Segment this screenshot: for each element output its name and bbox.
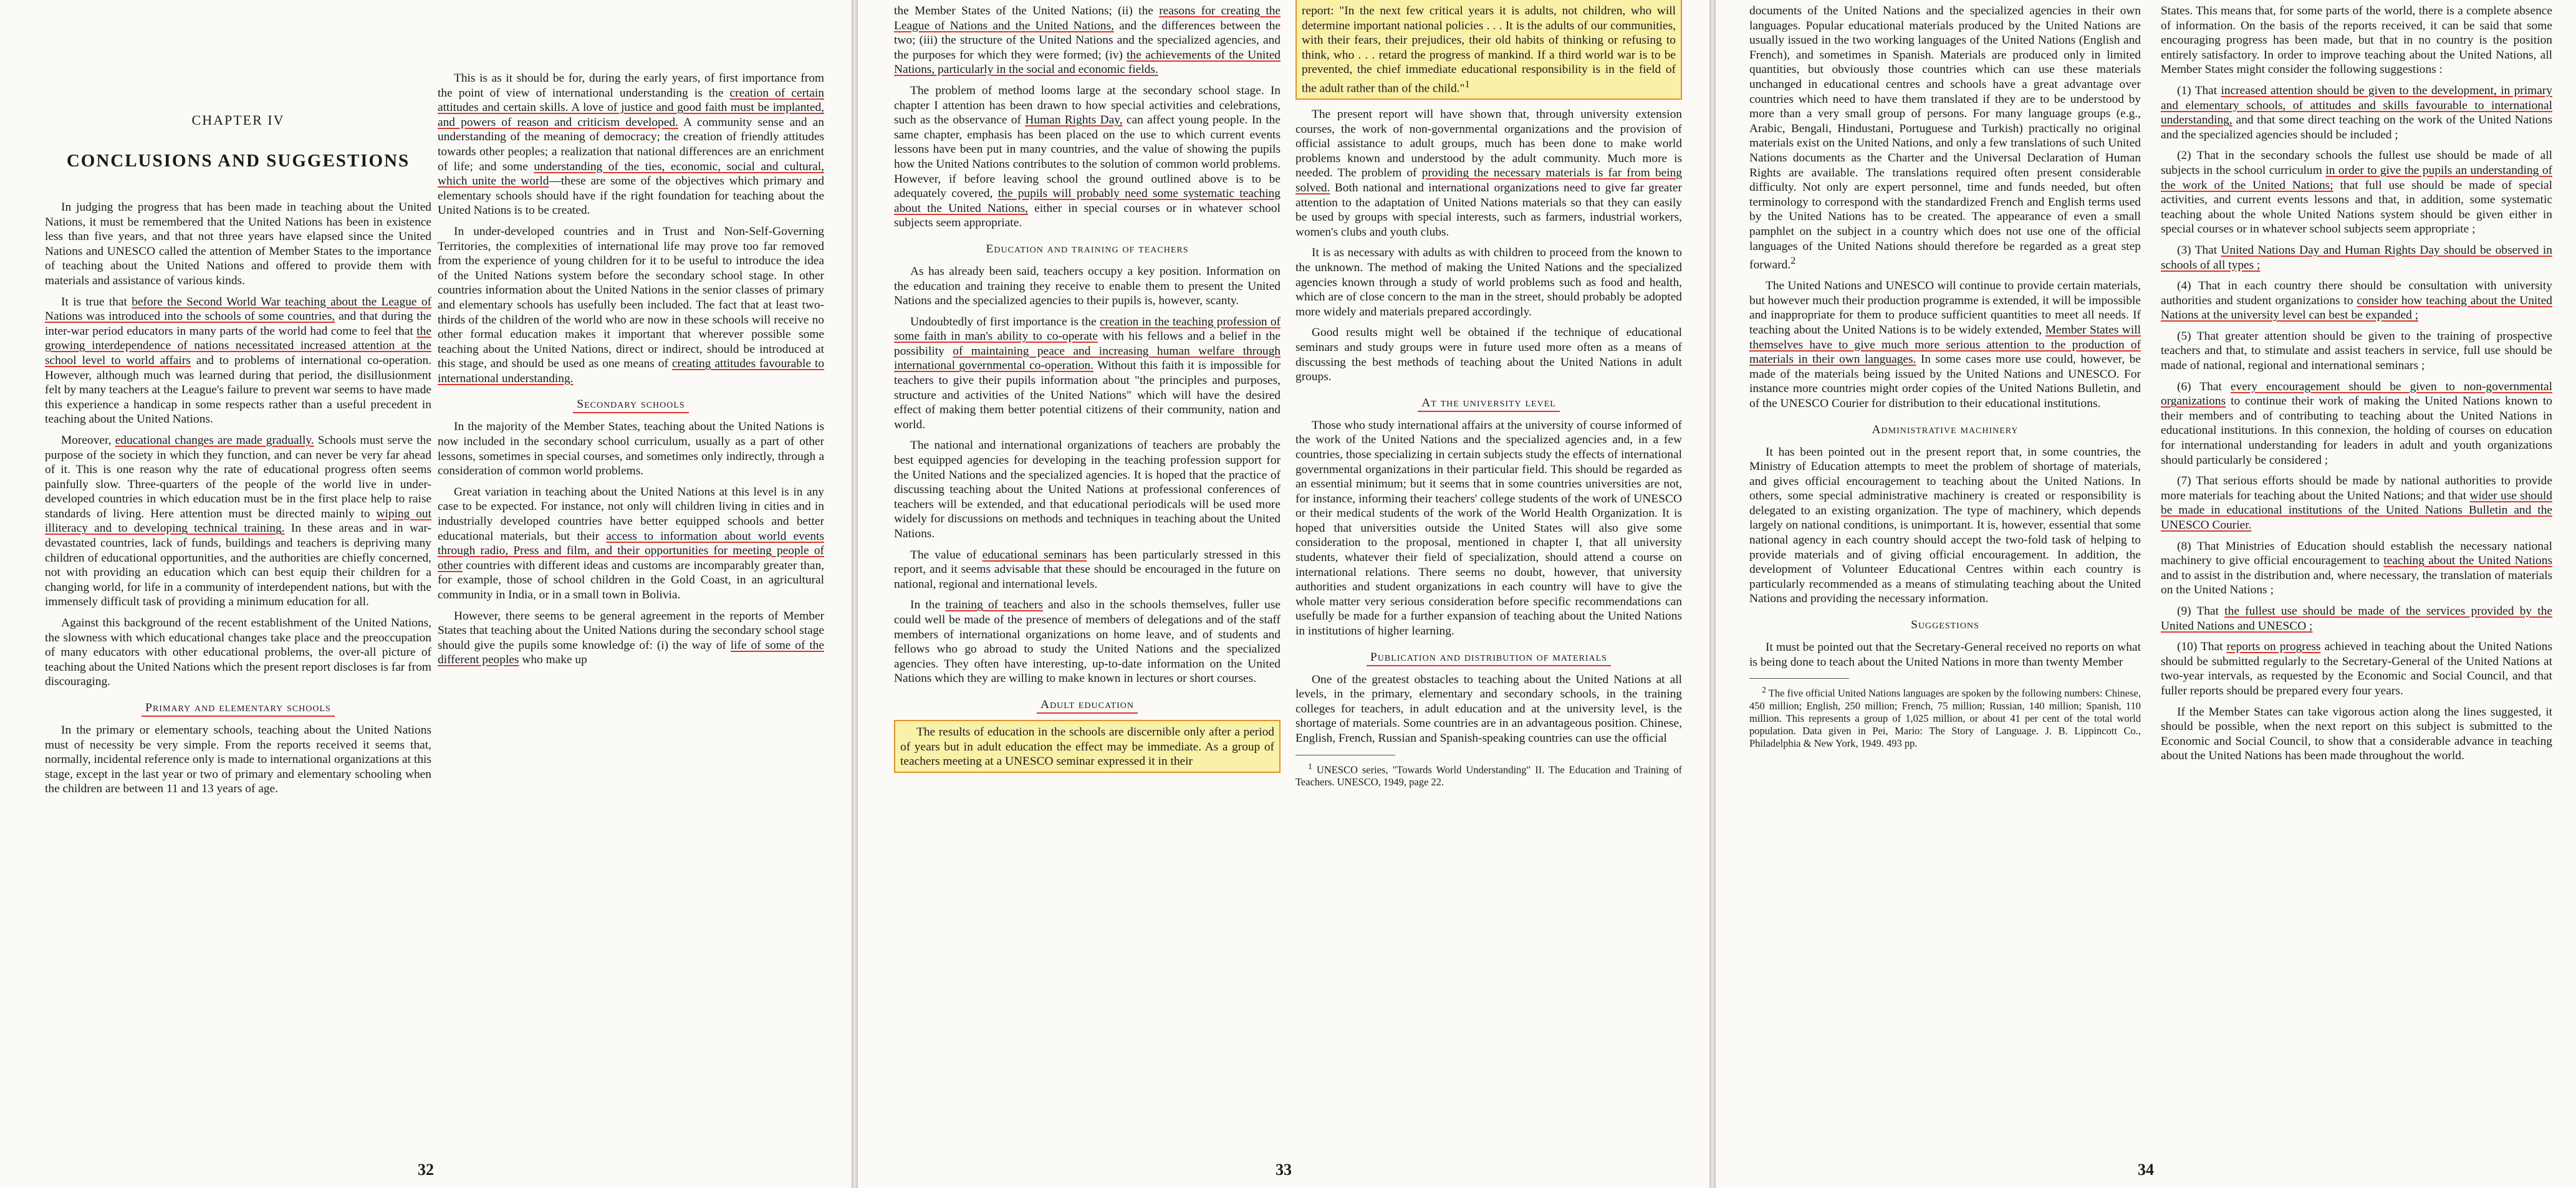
paragraph: The value of educational seminars has been particularly stressed in this report, and it seems advisable that these should be encouraged in the future on national, regional and international levels. — [894, 548, 1281, 591]
underlined-text: creation in the teaching profession of some faith in man's ability to co-operate — [894, 315, 1281, 343]
paragraph: It is true that before the Second World War teaching about the League of Nations was introduced into the schools of some countries, and that during the inter-war period educators in many parts of the world had come to feel that the growing interdependence of nations necessitated increased attention at the school level to world affairs and to problems of international co-operation. However, although much was learned during that period, the disillusionment felt by many teachers at the League's failure to prevent war seems to have made this experience a handicap in some respects rather than a useful precedent in teaching about the United Nations. — [45, 295, 431, 426]
underlined-text: understanding of the ties, economic, social and cultural, which unite the world — [438, 160, 824, 188]
paragraph: One of the greatest obstacles to teaching about the United Nations at all levels, in the primary, elementary and secondary schools, in the training colleges for teachers, in adult education and at the university level, is the shortage of materials. Some countries are in an advantageous position. Chinese, English, French, Russian and Spanish-speaking countries can use the official — [1295, 673, 1682, 745]
page-32-left-column — [45, 25, 431, 803]
suggestion-3: (3) That United Nations Day and Human Rights Day should be observed in schools of all types ; — [2161, 243, 2552, 272]
suggestion-5: (5) That greater attention should be given to the training of prospective teachers and that, to stimulate and assist teachers in service, full use should be made of national, regional and international seminars ; — [2161, 329, 2552, 373]
suggestion-4: (4) That in each country there should be consultation with university authorities and student organizations to consider how teaching about the United Nations at the university level can best be expanded ; — [2161, 279, 2552, 322]
page-gutter — [852, 0, 858, 1188]
paragraph: It is as necessary with adults as with children to proceed from the known to the unknown. The method of making the United Nations and the specialized agencies known through a study of world problems such as food and health, which are of close concern to the man in the street, should probably be adopted more widely and materials prepared accordingly. — [1295, 246, 1682, 319]
highlighted-passage — [894, 720, 1281, 773]
suggestion-10: (10) That reports on progress achieved in teaching about the United Nations should be submitted regularly to the Secretary-General of the United Nations at two-year intervals, as requested by the Economic and Social Council, and that fuller reports should be prepared every four years. — [2161, 640, 2552, 697]
section-heading-publication: Publication and distribution of materials — [1295, 650, 1682, 665]
suggestion-2: (2) That in the secondary schools the fullest use should be made of all subjects in the school curriculum in order to give the pupils an understanding of the work of the United Nations; that full use should be made of special activities, and current events lessons and that, in addition, some systematic teaching about the whole United Nations system should be given either in special courses or in whatever school subjects seem appropriate ; — [2161, 149, 2552, 236]
chapter-title: CONCLUSIONS AND SUGGESTIONS — [66, 151, 410, 171]
paragraph: The national and international organizations of teachers are probably the best equipped agencies for developing in the teaching profession support for the United Nations and the specialized agencies. It is hoped that the practice of discussing teaching about the United Nations at professional conferences of teachers will be extended, and that educational periodicals will be used more widely for discussions on methods and techniques in teaching about the United Nations. — [894, 439, 1281, 540]
page-32 — [0, 0, 852, 1188]
chapter-label: CHAPTER IV — [191, 112, 285, 128]
page-number: 33 — [1276, 1161, 1292, 1179]
paragraph: Great variation in teaching about the United Nations at this level is in any case to be expected. For instance, not only will children living in cities and in industrially developed countries have better equipped schools and better educational materials, but their access to information about world events through radio, Press and film, and their opportunities for meeting people of other countries with different ideas and customs are incomparably greater than, for example, those of school children in the Gold Coast, in an agricultural community in India, or in a small town in Bolivia. — [438, 485, 824, 601]
paragraph: In under-developed countries and in Trust and Non-Self-Governing Territories, the complexities of international life may prove too far removed from the experience of young children for it to be useful to introduce the idea of the United Nations system before the secondary school stage. In other countries information about the United Nations in the senior classes of primary and elementary schools has usefully been included. The fact that at least two-thirds of the children of the world who are now in these schools will receive no other formal education makes it important that wherever possible some teaching about the United Nations, direct or indirect, should be introduced at this stage, and should be used as one means of creating attitudes favourable to international understanding. — [438, 224, 825, 385]
section-heading-university: At the university level — [1295, 396, 1682, 411]
suggestion-6: (6) That every encouragement should be given to non-governmental organizations to continue their work of making the United Nations known to their members and of contributing to teaching about the United Nations in educational institutions. In this connexion, the holding of courses on education for international understanding for leaders in adult and youth organizations should particularly be considered ; — [2161, 380, 2552, 467]
underlined-text: before the Second World War teaching about the League of Nations was introduced into the schools of some countries, — [45, 295, 431, 323]
paragraph: It has been pointed out in the present report that, in some countries, the Ministry of Education attempts to meet the problem of shortage of materials, and gives official encouragement to teaching about the United Nations. In others, some special administrative machinery is created or responsibility is delegated to an existing organization. The type of machinery, which depends largely on national conditions, is unimportant. It is, however, essential that some national agency in each country should accept the two-fold task of helping to provide materials and of giving official encouragement. In addition, the development of Volunteer Educational Centres within each country is particularly recommended as a means of stimulating teaching about the United Nations and providing the necessary information. — [1749, 445, 2141, 606]
page-32-right-column — [438, 25, 824, 803]
page-gutter — [1709, 0, 1716, 1188]
highlighted-passage — [1295, 0, 1682, 100]
footnote: $^2$ The five official United Nations languages are spoken by the following numbers: Chinese, 450 million; English, 250 million; French, 75 million; Russian, 140 million; Spanish, 110 million. This represents a group of 1,025 million, or about 41 per cent of the total world population. Data given in Pei, Mario: The Story of Language. J. B. Lippincott Co., Philadelphia & New York, 1949. 493 pp. — [1749, 685, 2141, 749]
paragraph: Undoubtedly of first importance is the creation in the teaching profession of some faith in man's ability to co-operate with his fellows and a belief in the possibility of maintaining peace and increasing human welfare through international governmental co-operation. Without this faith it is impossible for teachers to give their pupils information about "the principles and purposes, structure and activities of the United Nations" which will have the desired effect of making them better potential citizens of their community, nation and world. — [894, 315, 1281, 431]
underlined-text: the achievements of the United Nations, particularly in the social and economic fields. — [894, 48, 1281, 77]
underlined-text: in order to give the pupils an understanding of the work of the United Nations; — [2161, 163, 2552, 192]
underlined-text: of maintaining peace and increasing human welfare through international governmental co-operation. — [894, 344, 1281, 373]
underlined-text: access to information about world events through radio, Press and film, and their opportunities for meeting people of other — [438, 529, 824, 572]
paragraph: As has already been said, teachers occupy a key position. Information on the education and training they receive to enable them to present the United Nations and the specialized agencies to their pupils is, however, scanty. — [894, 264, 1281, 308]
page-33-right-column — [1295, 0, 1682, 793]
section-heading-primary: Primary and elementary schools — [45, 701, 431, 716]
paragraph: the Member States of the United Nations; (ii) the reasons for creating the League of Nations and the United Nations, and the differences between the two; (iii) the structure of the United Nations and the specialized agencies, and the purposes for which they were formed; (iv) the achievements of the United Nations, particularly in the social and economic fields. — [894, 4, 1281, 77]
paragraph: In the majority of the Member States, teaching about the United Nations is now included in the secondary school curriculum, usually as a part of other lessons, sometimes in special courses, and sometimes only indirectly, through a consideration of common world problems. — [438, 420, 824, 478]
underlined-text: every encouragement should be given to non-governmental organizations — [2161, 380, 2552, 408]
underlined-text: the growing interdependence of nations necessitated increased attention at the school level to world affairs — [45, 324, 431, 367]
underlined-text: wider use should be made in educational institutions of the United Nations Bulletin and the UNESCO Courier. — [2161, 489, 2552, 532]
paragraph: It must be pointed out that the Secretary-General received no reports on what is being done to teach about the United Nations in more than twenty Member — [1749, 641, 2141, 669]
paragraph: States. This means that, for some parts of the world, there is a complete absence of information. On the basis of the reports received, it can be said that some encouraging progress has been made, but that in no country is the position entirely satisfactory. In order to improve teaching about the United Nations, all Member States might consider the following suggestions : — [2161, 4, 2552, 77]
underlined-text: reasons for creating the League of Nations and the United Nations, — [894, 4, 1281, 32]
underlined-text: training of teachers — [945, 598, 1043, 612]
underlined-text: creating attitudes favourable to international understanding. — [438, 357, 825, 385]
paragraph: Those who study international affairs at the university of course informed of the work of the United Nations and the specialized agencies and, in a few countries, those specializing in certain subjects study the effects of international governmental organizations in their particular field. This should be regarded as an essential minimum; but it seems that in some countries universities are not, for instance, informing their teachers' college students of the work of UNESCO or their medical students of the work of the World Health Organization. It is hoped that universities outside the United States will also give some consideration to the proposal, mentioned in chapter I, that all university students, whatever their field of specialization, should attend a course on international relations. There seems no doubt, however, that university authorities and student organizations in each country will have to give the whole matter very serious consideration before specific recommendations can usefully be made for a further expansion of teaching about the United Nations in institutions of higher learning. — [1295, 418, 1682, 638]
underlined-text: increased attention should be given to the development, in primary and elementary schools, of attitudes and skills favourable to international understanding, — [2161, 84, 2552, 127]
paragraph: The results of education in the schools are discernible only after a period of years but in adult education the effect may be immediate. As a group of teachers meeting at a UNESCO seminar expressed it in their — [900, 725, 1274, 769]
paragraph: Moreover, educational changes are made gradually. Schools must serve the purpose of the society in which they function, and can never be very far ahead of it. This is one reason why the rate of educational progress often seems painfully slow. Three-quarters of the people of the world live in under-developed countries in which education must be in the first place help to raise standards of living. Here attention must be directed mainly to wiping out illiteracy and to developing technical training. In these areas and in war-devastated countries, lack of funds, buildings and teachers is depriving many children of educational opportunities, and the authorities are chiefly concerned, not with providing an education which can best equip their children for a changing world, for life in a community of interdependent nations, but with the immensely difficult task of providing a minimum education for all. — [45, 433, 431, 609]
paragraph: However, there seems to be general agreement in the reports of Member States that teaching about the United Nations during the secondary school stage should give the pupils some knowledge of: (i) the way of life of some of the different peoples who make up — [438, 609, 824, 667]
underlined-text: reports on progress — [2226, 640, 2321, 654]
underlined-text: creation of certain attitudes and certain skills. A love of justice and good faith must be implanted, and powers of reason and criticism developed. — [438, 86, 824, 129]
page-number: 32 — [418, 1161, 434, 1179]
paragraph: report: "In the next few critical years it is adults, not children, who will determine important national policies . . . It is the adults of our communities, with their fears, their prejudices, their old habits of thinking or refusing to think, who . . . retard the progress of mankind. If a third world war is to be prevented, the chief immediate educational responsibility is in the field of the adult rather than of the child."$^1$ — [1302, 4, 1676, 95]
paragraph: In judging the progress that has been made in teaching about the United Nations, it must be remembered that the United Nations has been in existence less than five years, and that not three years have elapsed since the United Nations and UNESCO called the attention of Member States to the importance of teaching about the United Nations and offered to provide them with materials and assistance of various kinds. — [45, 201, 431, 287]
paragraph: If the Member States can take vigorous action along the lines suggested, it should be possible, when the next report on this subject is submitted to the Economic and Social Council, to show that a considerable advance in teaching about the United Nations has been made throughout the world. — [2161, 705, 2552, 763]
suggestion-1: (1) That increased attention should be given to the development, in primary and elementary schools, of attitudes and skills favourable to international understanding, and that some direct teaching on the work of the United Nations and the specialized agencies should be included ; — [2161, 84, 2552, 141]
underlined-text: Human Rights Day, — [1025, 113, 1123, 127]
suggestion-9: (9) That the fullest use should be made of the services provided by the United Nations and UNESCO ; — [2161, 604, 2552, 633]
paragraph: The United Nations and UNESCO will continue to provide certain materials, but however much their production programme is extended, it will be impossible and inappropriate for them to produce sufficient quantities to meet all needs. If teaching about the United Nations is to be widely extended, Member States will themselves have to give much more serious attention to the production of materials in their own languages. In some cases more use could, however, be made of the materials being issued by the United Nations and UNESCO. For instance more countries might order copies of the United Nations Bulletin, and of the UNESCO Courier for distribution to their educational institutions. — [1749, 279, 2141, 410]
suggestion-8: (8) That Ministries of Education should establish the necessary national machinery to give official encouragement to teaching about the United Nations and to assist in the distribution and, where necessary, the translation of materials on the United Nations ; — [2161, 539, 2552, 597]
underlined-text: educational seminars — [982, 548, 1087, 562]
paragraph: Against this background of the recent establishment of the United Nations, the slowness with which educational changes take place and the preoccupation of many educators with other educational problems, the over-all picture of teaching about the United Nations which the present report discloses is far from discouraging. — [45, 616, 431, 689]
paragraph: documents of the United Nations and the specialized agencies in their own languages. Popular educational materials produced by the United Nations are usually issued in the two working languages of the United Nations (English and French), and sometimes in Spanish. Materials are produced only in limited quantities, but obviously those countries which can use these materials unchanged in educational centres and schools have a great advantage over countries which need to have them translated if they are to be understood by more than a very small group of persons. For many language groups (e.g., Arabic, Bengali, Hindustani, Portuguese and Turkish) practically no original materials exist on the United Nations, and only a few translations of such United Nations documents as the Charter and the Universal Declaration of Human Rights are available. The translations required often present considerable difficulty. Not only are expert personnel, time and funds needed, but often terminology to correspond with the standardized French and English terms used by the United Nations has to be created. The appearance of even a small pamphlet on the subject in a country which does not use one of the official languages of the United Nations should therefore be regarded as a great step forward.$^2$ — [1749, 4, 2141, 272]
section-heading-adult: Adult education — [894, 697, 1281, 712]
underlined-text: providing the necessary materials is far from being solved. — [1295, 166, 1682, 194]
underlined-text: life of some of the different peoples — [438, 638, 824, 667]
paragraph: Good results might well be obtained if the technique of educational seminars and study groups were in future used more often as a means of discussing the best methods of teaching about the United Nations in adult groups. — [1295, 326, 1682, 384]
paragraph: This is as it should be for, during the early years, of first importance from the point of view of international understanding is the creation of certain attitudes and certain skills. A love of justice and good faith must be implanted, and powers of reason and criticism developed. A community sense and an understanding of the meaning of democracy; the creation of friendly attitudes towards other peoples; a realization that national differences are an enrichment of life; and some understanding of the ties, economic, social and cultural, which unite the world—these are some of the objectives which primary and elementary schools should have if the right foundation for teaching about the United Nations is to be created. — [438, 72, 824, 218]
paragraph: The present report will have shown that, through university extension courses, the work of non-governmental organizations and the provision of official assistance to adult groups, much has been done to make world problems known and understood by the adult community. Much more is needed. The problem of providing the necessary materials is far from being solved. Both national and international organizations need to give far greater attention to the adaptation of United Nations materials so that they can easily be used by groups with special interests, such as farmers, industrial workers, women's clubs and youth clubs. — [1295, 108, 1682, 239]
underlined-text: educational changes are made gradually. — [115, 433, 314, 447]
underlined-text: the fullest use should be made of the services provided by the United Nations and UNESCO ; — [2161, 604, 2552, 633]
footnote-rule — [1749, 678, 1849, 679]
section-heading-suggestions: Suggestions — [1911, 618, 1979, 632]
underlined-text: teaching about the United Nations — [2383, 554, 2552, 568]
underlined-text: Member States will themselves have to give much more serious attention to the production of materials in their own languages. — [1749, 323, 2141, 366]
underlined-text: United Nations Day and Human Rights Day should be observed in schools of all types ; — [2161, 243, 2552, 272]
page-33-left-column — [894, 0, 1281, 793]
suggestion-7: (7) That serious efforts should be made by national authorities to provide more materials for teaching about the United Nations; and that wider use should be made in educational institutions of the United Nations Bulletin and the UNESCO Courier. — [2161, 474, 2552, 532]
section-heading-secondary: Secondary schools — [438, 397, 824, 412]
page-33 — [858, 0, 1709, 1188]
section-heading-teachers: Education and training of teachers — [986, 242, 1189, 256]
paragraph: In the training of teachers and also in the schools themselves, fuller use could well be made of the presence of members of delegations and of the staff members of international organizations on home leave, and of students and fellows who go abroad to study the United Nations and the specialized agencies. They often have interesting, up-to-date information on the United Nations which they are willing to make known in lectures or short courses. — [894, 598, 1281, 686]
paragraph: The problem of method looms large at the secondary school stage. In chapter I attention has been drawn to how special activities and celebrations, such as the observance of Human Rights Day, can affect young people. In the same chapter, emphasis has been placed on the use to which current events lessons have been put in many countries, and the value of showing the pupils how the United Nations contributes to the solution of common world problems. However, if before leaving school the ground outlined above is to be adequately covered, the pupils will probably need some systematic teaching about the United Nations, either in special courses or in whatever school subjects seem appropriate. — [894, 84, 1281, 230]
underlined-text: consider how teaching about the United Nations at the university level can best be expanded ; — [2161, 294, 2552, 322]
underlined-text: the pupils will probably need some systematic teaching about the United Nations, — [894, 187, 1281, 215]
paragraph: In the primary or elementary schools, teaching about the United Nations must of necessity be very simple. From the reports received it seems that, normally, incidental reference only is made to international organizations at this stage, except in the last year or two of primary and elementary schooling when the children are between 11 and 13 years of age. — [45, 724, 431, 796]
page-34-right-column — [2161, 0, 2552, 770]
page-34 — [1716, 0, 2576, 1188]
underlined-text: wiping out illiteracy and to developing technical training. — [45, 507, 431, 535]
page-34-left-column — [1749, 0, 2141, 770]
page-number: 34 — [2138, 1161, 2154, 1179]
section-heading-admin: Administrative machinery — [1872, 423, 2019, 436]
footnote: $^1$ UNESCO series, "Towards World Understanding" II. The Education and Training of Teachers. UNESCO, 1949, page 22. — [1295, 761, 1682, 788]
